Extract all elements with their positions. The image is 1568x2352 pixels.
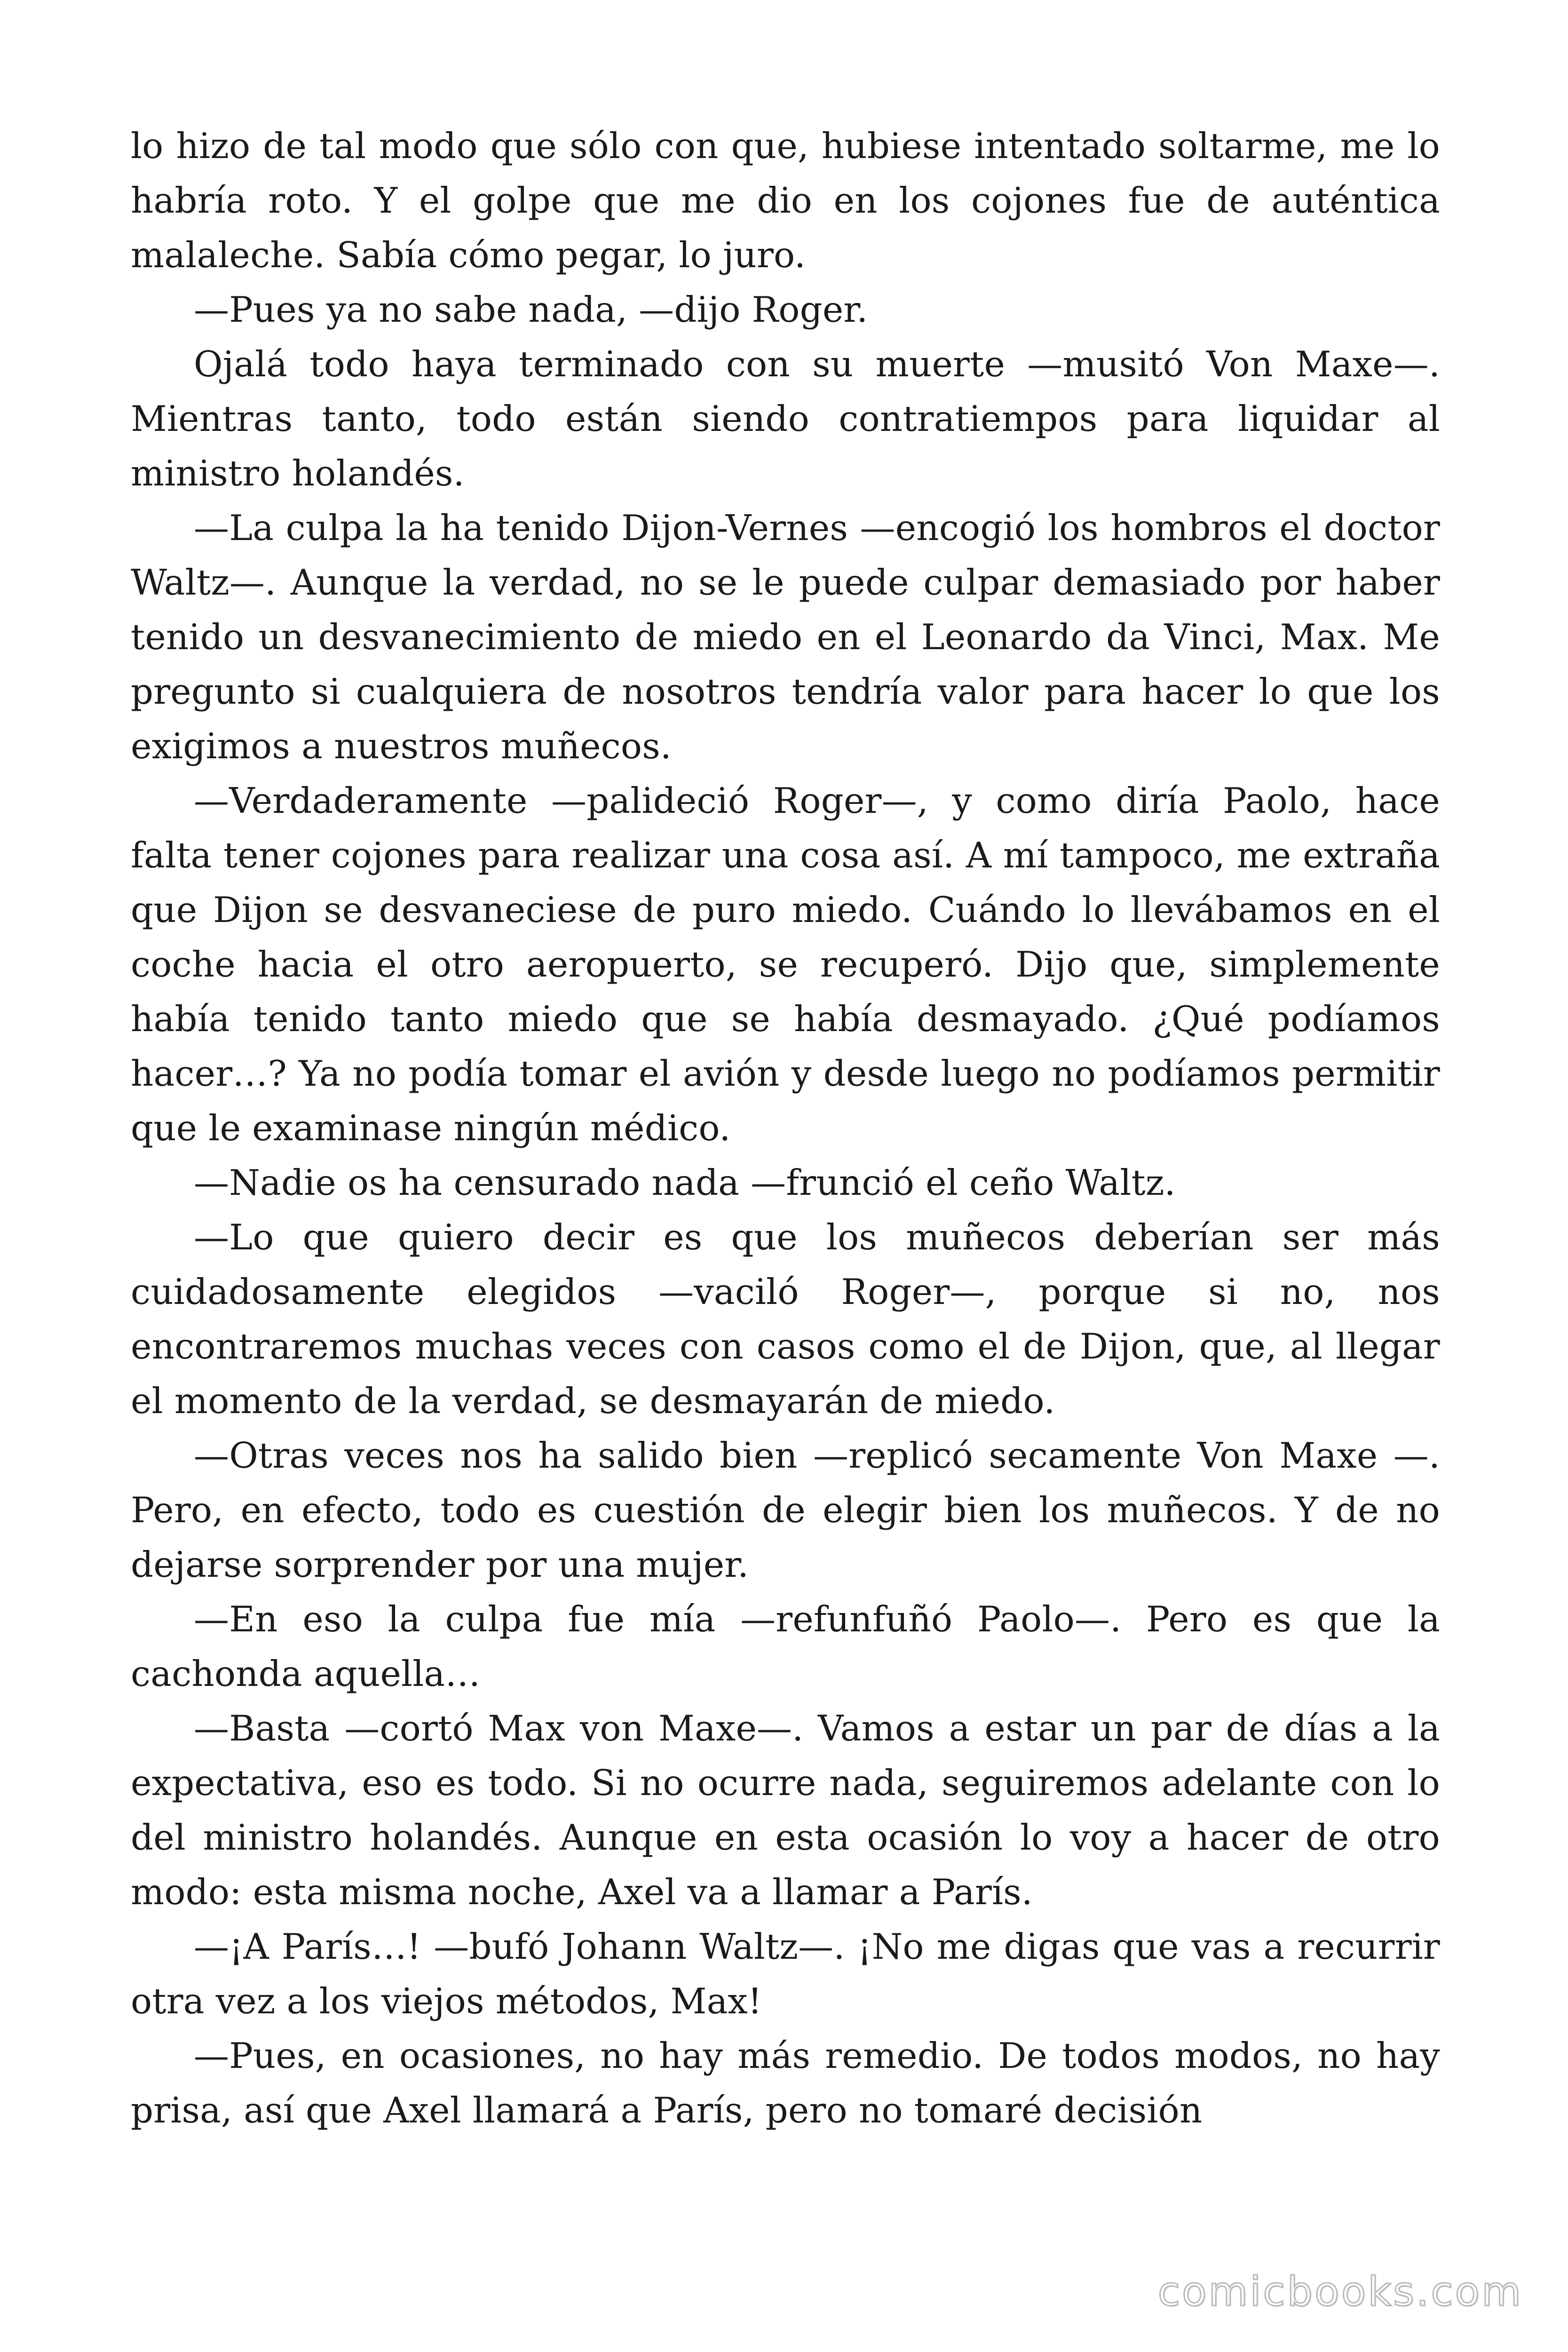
paragraph: —La culpa la ha tenido Dijon-Vernes —encogió los hombros el doctor Waltz—. Aunque la verdad, no se le puede culpar demasiado por haber tenido un desvanecimiento de miedo en el Leonardo da Vinci, Max. Me pregunto si cualquiera de nosotros tendría valor para hacer lo que los exigimos a nuestros muñecos. bbox=[131, 507, 1440, 767]
paragraph: —Lo que quiero decir es que los muñecos deberían ser más cuidadosamente elegidos —vaciló Roger—, porque si no, nos encontraremos muchas veces con casos como el de Dijon, que, al llegar el momento de la verdad, se desmayarán de miedo. bbox=[131, 1216, 1440, 1422]
paragraph: —Pues, en ocasiones, no hay más remedio. De todos modos, no hay prisa, así que Axel llamará a París, pero no tomaré decisión bbox=[131, 2035, 1440, 2131]
paragraph: —Pues ya no sabe nada, —dijo Roger. bbox=[194, 289, 868, 330]
paragraph: —Otras veces nos ha salido bien —replicó secamente Von Maxe —. Pero, en efecto, todo es cuestión de elegir bien los muñecos. Y de no dejarse sorprender por una mujer. bbox=[131, 1435, 1440, 1585]
paragraph: —Verdaderamente —palideció Roger—, y como diría Paolo, hace falta tener cojones para realizar una cosa así. A mí tampoco, me extraña que Dijon se desvaneciese de puro miedo. Cuándo lo llevábamos en el coche hacia el otro aeropuerto, se recuperó. Dijo que, simplemente había tenido tanto miedo que se había desmayado. ¿Qué podíamos hacer…? Ya no podía tomar el avión y desde luego no podíamos permitir que le examinase ningún médico. bbox=[131, 780, 1440, 1149]
paragraph: lo hizo de tal modo que sólo con que, hubiese intentado soltarme, me lo habría roto. Y el golpe que me dio en los cojones fue de auténtica malaleche. Sabía cómo pegar, lo juro. bbox=[131, 125, 1440, 276]
paragraph: Ojalá todo haya terminado con su muerte —musitó Von Maxe—. Mientras tanto, todo están siendo contratiempos para liquidar al ministro holandés. bbox=[131, 343, 1440, 494]
paragraph: —En eso la culpa fue mía —refunfuñó Paolo—. Pero es que la cachonda aquella… bbox=[131, 1598, 1440, 1694]
paragraph: —Basta —cortó Max von Maxe—. Vamos a estar un par de días a la expectativa, eso es todo. Si no ocurre nada, seguiremos adelante con lo del ministro holandés. Aunque en esta ocasión lo voy a hacer de otro modo: esta misma noche, Axel va a llamar a París. bbox=[131, 1708, 1440, 1913]
paragraph: —¡A París…! —bufó Johann Waltz—. ¡No me digas que vas a recurrir otra vez a los viejos métodos, Max! bbox=[131, 1926, 1440, 2022]
paragraph: —Nadie os ha censurado nada —frunció el ceño Waltz. bbox=[194, 1162, 1176, 1203]
watermark-logo: comicbooks.com bbox=[1157, 2268, 1523, 2315]
body-text bbox=[131, 119, 1440, 2137]
